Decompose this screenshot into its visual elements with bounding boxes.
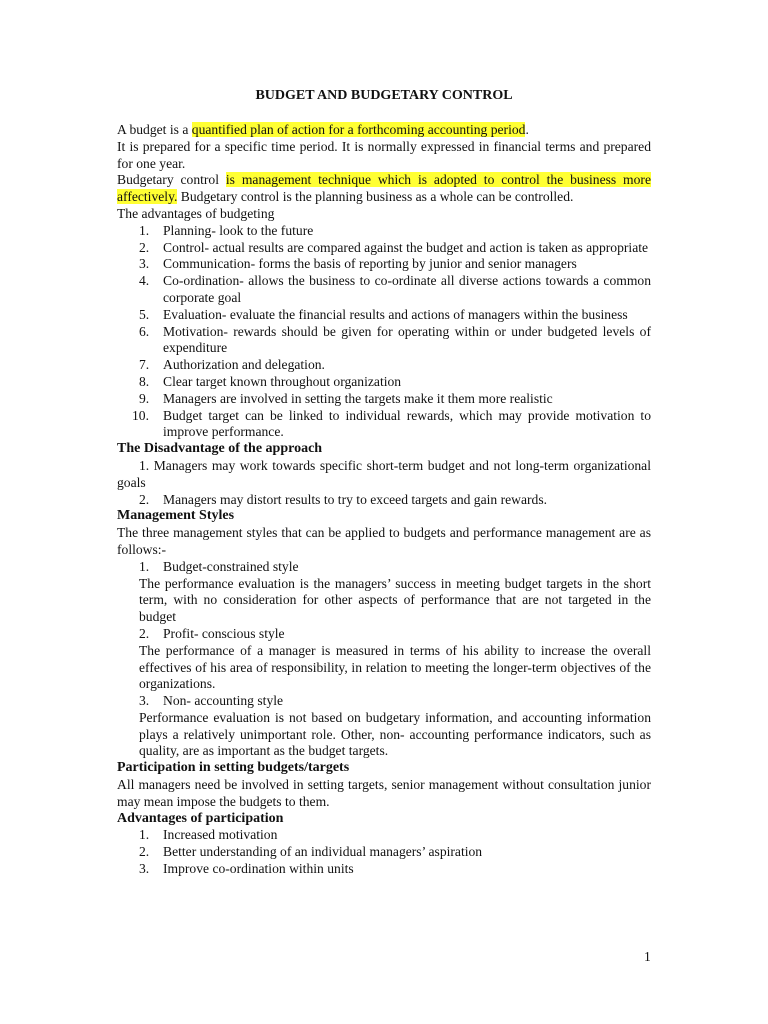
section-heading-participation: Participation in setting budgets/targets: [117, 760, 350, 776]
list-number: 1.: [139, 827, 150, 843]
list-item: [117, 307, 651, 324]
list-item: [117, 844, 651, 861]
style-item-title: [117, 559, 651, 576]
list-item: [117, 324, 651, 358]
list-text: Authorization and delegation.: [163, 357, 325, 373]
list-text: Better understanding of an individual managers’ aspiration: [163, 844, 483, 860]
list-number: 1.: [139, 558, 150, 574]
list-number: 2.: [139, 844, 150, 860]
list-text: Budget target can be linked to individual rewards, which may provide motivation to improve performance.: [163, 407, 651, 440]
highlighted-text: quantified plan of action for a forthcoming accounting period: [191, 122, 526, 137]
list-text: Increased motivation: [163, 827, 278, 843]
list-text: Motivation- rewards should be given for operating within or under budgeted levels of expenditure: [163, 323, 651, 356]
list-number: 2.: [139, 625, 150, 641]
list-number: 10.: [132, 407, 149, 423]
list-number: 9.: [139, 390, 150, 406]
intro-text: Budgetary control: [117, 172, 226, 188]
list-number: 2.: [139, 491, 150, 507]
list-item: [117, 273, 651, 307]
section-heading-participation-advantages: Advantages of participation: [117, 810, 284, 826]
intro-budgetary-control: [117, 172, 651, 206]
list-item: [117, 374, 651, 391]
intro-text: A budget is a: [117, 122, 192, 137]
list-number: 6.: [139, 323, 150, 339]
document-title: BUDGET AND BUDGETARY CONTROL: [255, 88, 513, 103]
style-item-description: Performance evaluation is not based on budgetary information, and accounting information plays a relatively unimportant role. Other, non- accounting performance indicators, such as quality, are as important as the budget targets.: [139, 709, 651, 759]
page-number: 1: [644, 949, 651, 964]
list-item: [117, 357, 651, 374]
advantages-lead: The advantages of budgeting: [117, 205, 275, 221]
list-number: 8.: [139, 373, 150, 389]
list-number: 7.: [139, 357, 150, 373]
list-text: Managers are involved in setting the targets make it them more realistic: [163, 390, 553, 406]
list-item: [117, 256, 651, 273]
management-styles-intro: The three management styles that can be applied to budgets and performance management are as follows:-: [117, 525, 651, 557]
document-body: [117, 122, 651, 878]
intro-budget-definition: [117, 122, 651, 139]
list-item: [117, 240, 651, 257]
participation-advantages-list: [117, 827, 651, 877]
disadvantage-item-1: 1. Managers may work towards specific short-term budget and not long-term organizational goals: [117, 457, 651, 490]
section-heading-management-styles: Management Styles: [117, 508, 235, 524]
list-number: 2.: [139, 239, 150, 255]
intro-time-period: It is prepared for a specific time period. It is normally expressed in financial terms and prepared for one year.: [117, 138, 651, 171]
style-item-title: [117, 626, 651, 643]
list-text: Planning- look to the future: [163, 222, 314, 238]
style-item-description: The performance evaluation is the managers’ success in meeting budget targets in the short term, with no consideration for other aspects of performance that are not targeted in the budget: [139, 575, 651, 625]
list-text: Non- accounting style: [163, 693, 284, 709]
list-item: [117, 223, 651, 240]
style-item-description: The performance of a manager is measured in terms of his ability to increase the overall effectives of his area of responsibility, in relation to meeting the longer-term objectives of the organizations.: [139, 642, 651, 692]
intro-text: Budgetary control is the planning business as a whole can be controlled.: [177, 189, 574, 205]
list-item: [117, 391, 651, 408]
intro-text: .: [525, 122, 529, 137]
list-text: Managers may distort results to try to exceed targets and gain rewards.: [163, 491, 548, 507]
list-item: [117, 861, 651, 878]
participation-text: All managers need be involved in setting targets, senior management without consultation junior may mean impose the budgets to them.: [117, 777, 651, 809]
list-text: Profit- conscious style: [163, 625, 285, 641]
list-number: 3.: [139, 861, 150, 877]
list-item: [117, 827, 651, 844]
list-text: Improve co-ordination within units: [163, 861, 354, 877]
list-text: Budget-constrained style: [163, 558, 299, 574]
section-heading-disadvantage: The Disadvantage of the approach: [117, 441, 323, 457]
list-text: Co-ordination- allows the business to co-ordinate all diverse actions towards a common corporate goal: [163, 273, 651, 305]
list-number: 3.: [139, 693, 150, 709]
list-text: Clear target known throughout organization: [163, 373, 402, 389]
list-text: Control- actual results are compared against the budget and action is taken as appropriate: [163, 239, 649, 255]
list-item: [117, 408, 651, 442]
advantages-list: [117, 223, 651, 441]
style-item-title: [117, 693, 651, 710]
list-number: 4.: [139, 273, 150, 289]
list-number: 1.: [139, 222, 150, 238]
list-text: Evaluation- evaluate the financial results and actions of managers within the business: [163, 306, 628, 322]
list-text: Communication- forms the basis of reporting by junior and senior managers: [163, 256, 577, 272]
disadvantage-item-2: [117, 492, 651, 509]
list-number: 3.: [139, 256, 150, 272]
highlighted-text: is management technique which is adopted to control the business more affectively.: [117, 172, 651, 205]
list-number: 5.: [139, 306, 150, 322]
